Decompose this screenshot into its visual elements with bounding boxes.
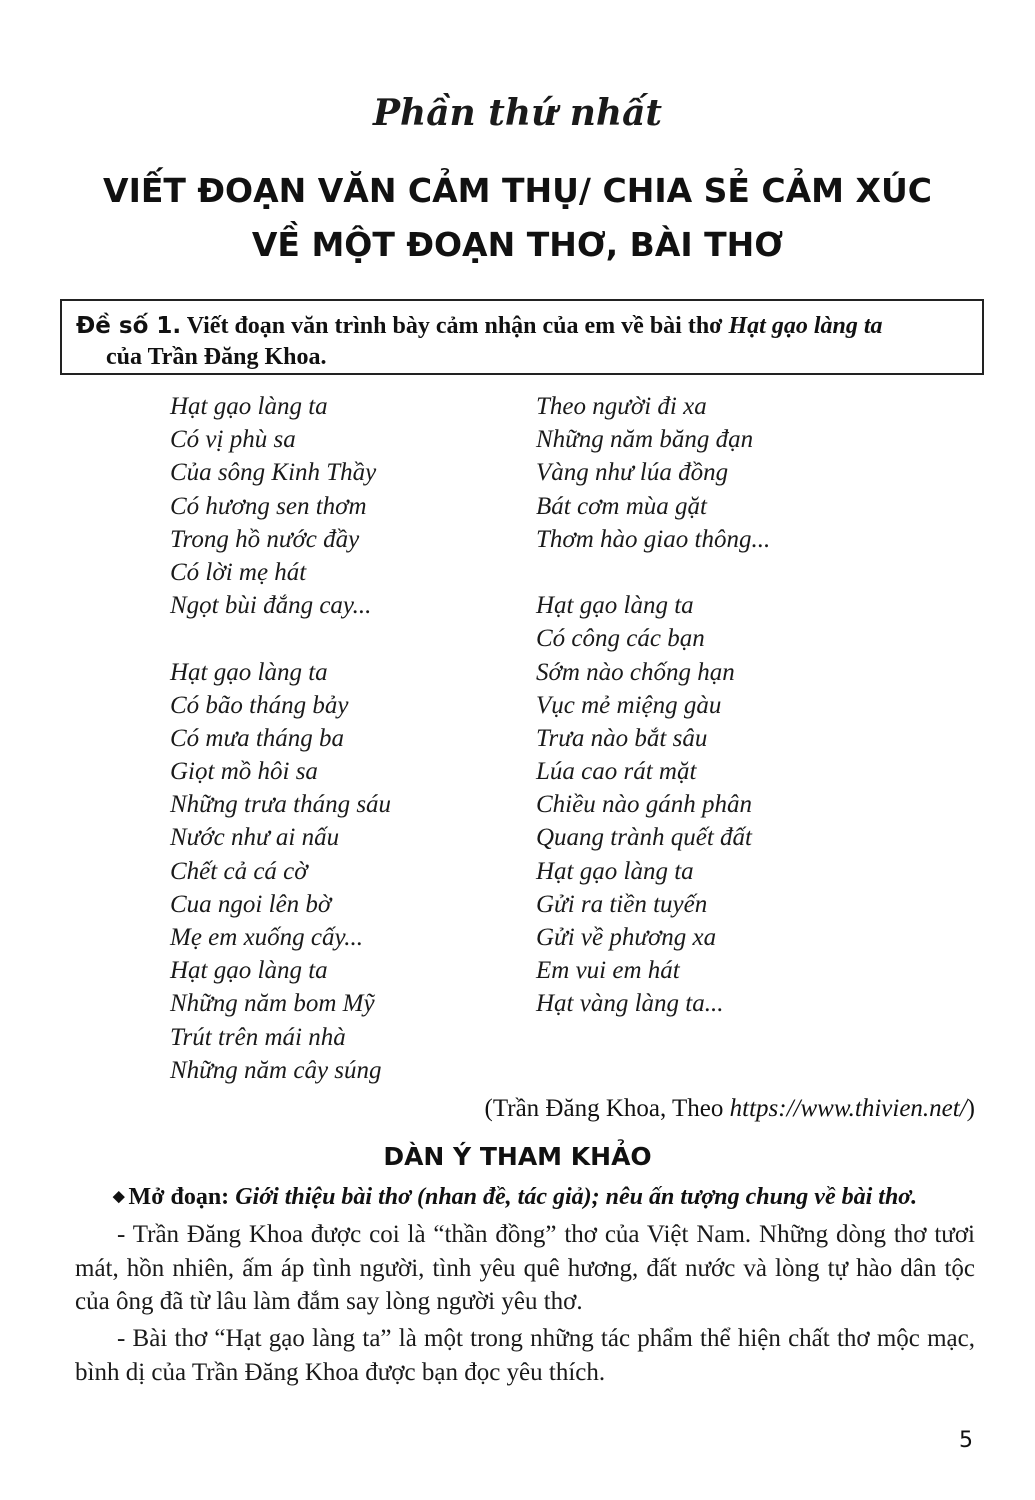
poem-line: Trong hồ nước đầy bbox=[170, 525, 360, 553]
poem-line: Nước như ai nấu bbox=[170, 824, 340, 852]
stanza-gap bbox=[536, 556, 770, 589]
poem-line: Những năm cây súng bbox=[170, 1056, 382, 1084]
poem-line: Có hương sen thơm bbox=[170, 492, 367, 520]
stanza-gap bbox=[170, 622, 391, 655]
part-label: Phần thứ nhất bbox=[372, 92, 663, 134]
page-title bbox=[0, 164, 1035, 272]
poem-line: Quang trành quết đất bbox=[536, 824, 752, 852]
poem-line: Cua ngoi lên bờ bbox=[170, 890, 332, 918]
poem-line: Em vui em hát bbox=[536, 957, 680, 985]
poem-line: Có bão tháng bảy bbox=[170, 691, 349, 719]
poem-line: Hạt gạo làng ta bbox=[536, 592, 694, 620]
poem-line: Mẹ em xuống cấy... bbox=[170, 924, 363, 951]
outline-heading: DÀN Ý THAM KHẢO bbox=[383, 1142, 652, 1171]
poem-line: Những năm băng đạn bbox=[536, 426, 754, 454]
task-line-1 bbox=[76, 311, 970, 342]
task-author: của Trần Đăng Khoa. bbox=[106, 344, 327, 370]
bullet-label: Mở đoạn: bbox=[128, 1184, 230, 1210]
poem-line: Sớm nào chống hạn bbox=[536, 658, 735, 686]
task-number: Đề số 1. bbox=[76, 313, 182, 339]
diamond-bullet-icon: ◆ bbox=[113, 1189, 125, 1205]
poem-line: Những trưa tháng sáu bbox=[170, 791, 392, 819]
bullet-text: Giới thiệu bài thơ (nhan đề, tác giả); nêu ấn tượng chung về bài thơ. bbox=[235, 1184, 918, 1210]
poem-line: Có vị phù sa bbox=[170, 426, 296, 454]
poem-line: Gửi về phương xa bbox=[536, 924, 717, 951]
outline-paragraph-1: - Trần Đăng Khoa được coi là “thần đồng” thơ của Việt Nam. Những dòng thơ tươi mát, hồn nhiên, ấm áp tình người, tình yêu quê hương, đất nước và lòng tự hào dân tộc của ông đã từ lâu làm đắm say lòng người yêu thơ. bbox=[75, 1221, 975, 1315]
poem-line: Theo người đi xa bbox=[536, 393, 707, 420]
poem-line: Có lời mẹ hát bbox=[170, 558, 307, 586]
task-prompt: Viết đoạn văn trình bày cảm nhận của em về bài thơ bbox=[181, 313, 729, 339]
poem-line: Hạt gạo làng ta bbox=[536, 857, 694, 885]
source-suffix: ) bbox=[966, 1095, 975, 1122]
poem-line: Lúa cao rát mặt bbox=[536, 758, 697, 786]
poem-source bbox=[485, 1095, 975, 1123]
poem-line: Giọt mồ hôi sa bbox=[170, 758, 318, 786]
poem-line: Thơm hào giao thông... bbox=[536, 525, 771, 553]
outline-paragraph-2: - Bài thơ “Hạt gạo làng ta” là một trong những tác phẩm thể hiện chất thơ mộc mạc, bình dị của Trần Đăng Khoa được bạn đọc yêu thích. bbox=[75, 1325, 975, 1386]
title-line-1: VIẾT ĐOẠN VĂN CẢM THỤ/ CHIA SẺ CẢM XÚC bbox=[103, 171, 932, 210]
poem-line: Bát cơm mùa gặt bbox=[536, 492, 707, 520]
poem-column-left bbox=[170, 390, 391, 1087]
poem-line: Vục mẻ miệng gàu bbox=[536, 691, 722, 719]
page-number: 5 bbox=[959, 1428, 973, 1453]
poem-line: Chiều nào gánh phân bbox=[536, 791, 752, 819]
poem-line: Có công các bạn bbox=[536, 625, 705, 653]
poem-line: Gửi ra tiền tuyến bbox=[536, 890, 708, 918]
poem-line: Trút trên mái nhà bbox=[170, 1023, 346, 1051]
poem-line: Hạt gạo làng ta bbox=[170, 658, 328, 686]
poem-line: Có mưa tháng ba bbox=[170, 724, 345, 752]
poem-line: Trưa nào bắt sâu bbox=[536, 724, 708, 752]
title-line-2: VỀ MỘT ĐOẠN THƠ, BÀI THƠ bbox=[251, 225, 784, 264]
poem-line: Hạt vàng làng ta... bbox=[536, 990, 724, 1018]
task-poem-title: Hạt gạo làng ta bbox=[728, 313, 883, 339]
source-prefix: (Trần Đăng Khoa, Theo bbox=[484, 1095, 730, 1122]
outline-bullet bbox=[113, 1184, 917, 1211]
source-url: https://www.thivien.net/ bbox=[729, 1095, 967, 1122]
poem-line: Hạt gạo làng ta bbox=[170, 957, 328, 985]
poem-line: Hạt gạo làng ta bbox=[170, 393, 328, 420]
poem-line: Chết cả cá cờ bbox=[170, 857, 308, 885]
task-box bbox=[60, 299, 984, 375]
poem-line: Ngọt bùi đắng cay... bbox=[170, 592, 372, 620]
poem-column-right bbox=[536, 390, 770, 1021]
poem-line: Vàng như lúa đồng bbox=[536, 459, 729, 487]
poem-line: Của sông Kinh Thầy bbox=[170, 459, 377, 487]
poem-line: Những năm bom Mỹ bbox=[170, 990, 375, 1018]
